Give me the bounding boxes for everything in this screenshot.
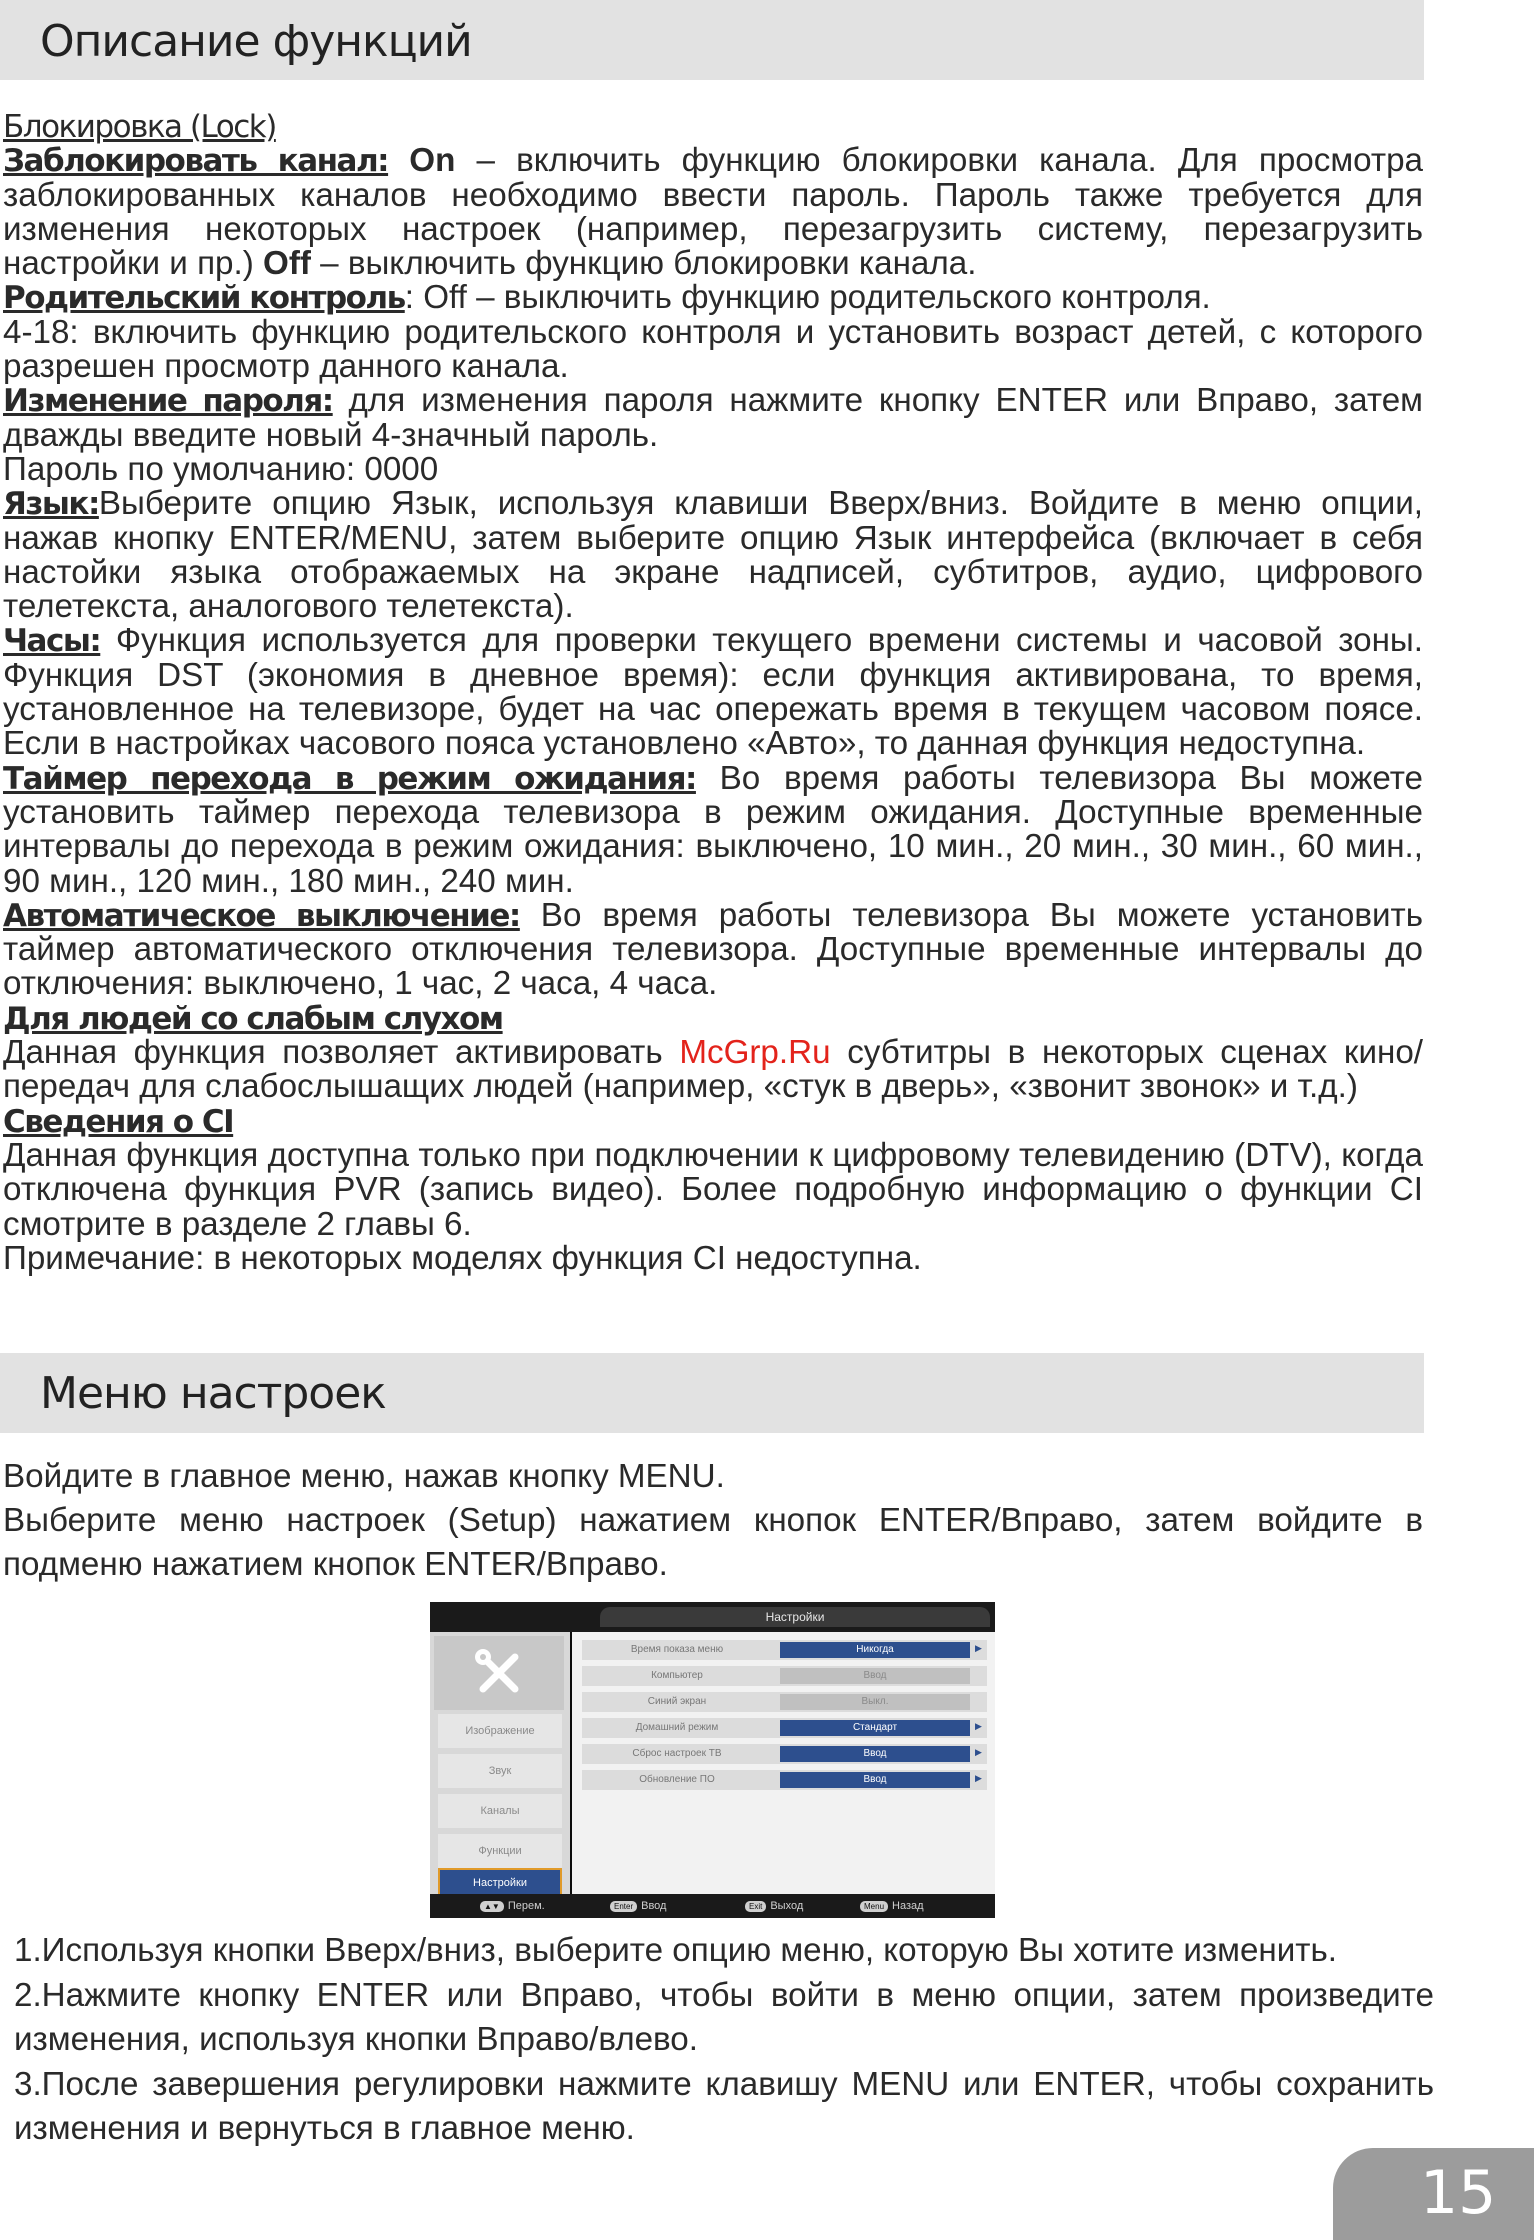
section-heading-settings: Меню настроек [0, 1353, 1424, 1433]
parental-age-paragraph: 4-18: включить функцию родительского контроля и установить возраст детей, с которого разрешен просмотр данного канала. [3, 313, 1423, 386]
menu-row-home-mode[interactable]: Домашний режим Стандарт ▶ [582, 1718, 987, 1738]
auto-off-paragraph: Автоматическое выключение: Во время работы телевизора Вы можете установить таймер автоматического отключения телевизора. Доступные временные интервалы до отключения: выключено, 1 час, 2 часа, 4 часа. [3, 896, 1423, 1003]
arrow-right-icon: ▶ [975, 1643, 982, 1653]
tv-settings-menu-screenshot [430, 1602, 995, 1918]
watermark: McGrp.Ru [679, 1034, 831, 1072]
hint-exit: Exit Выход [745, 1894, 803, 1918]
side-item-sound[interactable]: Звук [438, 1754, 562, 1788]
intro-line-2: Выберите меню настроек (Setup) нажатием кнопок ENTER/Вправо, затем войдите в подменю нажатием кнопок ENTER/Вправо. [3, 1502, 1423, 1583]
menu-row-blue-screen[interactable]: Синий экран Выкл. [582, 1692, 987, 1712]
hint-enter: Enter Ввод [610, 1894, 666, 1918]
page-number: 15 [1420, 2158, 1497, 2228]
menu-row-computer[interactable]: Компьютер Ввод [582, 1666, 987, 1686]
sleep-timer-paragraph: Таймер перехода в режим ожидания: Во время работы телевизора Вы можете установить таймер перехода телевизора в режим ожидания. Доступные временные интервалы до перехода в режим ожидания: выключено, 10 мин., 20 мин., 30 мин., 60 мин., 90 мин., 120 мин., 180 мин., 240 мин. [3, 759, 1423, 900]
side-item-picture[interactable]: Изображение [438, 1714, 562, 1748]
menu-row-menu-timeout[interactable]: Время показа меню Никогда ▶ [582, 1640, 987, 1660]
hearing-paragraph: Данная функция позволяет активировать McGrp.Ru субтитры в некоторых сценах кино/передач для слабослышащих людей (например, «стук в дверь», «звонит звонок» и т.д.) [3, 1034, 1423, 1106]
functions-description [3, 110, 1423, 1276]
menu-title: Настройки [600, 1607, 990, 1627]
lock-title: Блокировка (Lock) [3, 109, 276, 145]
side-item-channels[interactable]: Каналы [438, 1794, 562, 1828]
ci-title: Сведения о CI [3, 1103, 234, 1140]
ci-note: Примечание: в некоторых моделях функция CI недоступна. [3, 1239, 922, 1277]
steps-list [14, 1929, 1434, 2152]
section-heading-functions: Описание функций [0, 0, 1424, 80]
side-item-functions[interactable]: Функции [438, 1834, 562, 1868]
parental-paragraph: Родительский контроль: Off – выключить функцию родительского контроля. [3, 279, 1211, 317]
ci-paragraph: Данная функция доступна только при подключении к цифровому телевидению (DTV), когда отключена функция PVR (запись видео). Более подробную информацию о функции CI смотрите в разделе 2 главы 6. [3, 1136, 1423, 1243]
settings-intro [3, 1455, 1423, 1587]
clock-paragraph: Часы: Функция используется для проверки текущего времени системы и часовой зоны. Функция DST (экономия в дневное время): если функция активирована, то время, установленное на телевизоре, будет на час опережать время в текущем часовом поясе. Если в настройках часового пояса установлено «Авто», то данная функция недоступна. [3, 622, 1423, 763]
default-password: Пароль по умолчанию: 0000 [3, 450, 439, 488]
menu-row-software-update[interactable]: Обновление ПО Ввод ▶ [582, 1770, 987, 1790]
arrow-right-icon: ▶ [975, 1721, 982, 1731]
lock-channel-paragraph: Заблокировать канал: On – включить функцию блокировки канала. Для просмотра заблокированных каналов необходимо ввести пароль. Пароль также требуется для изменения некоторых настроек (например, перезагрузить систему, перезагрузить настройки и пр.) Off – выключить функцию блокировки канала. [3, 142, 1423, 283]
side-item-settings[interactable]: Настройки [438, 1868, 562, 1898]
arrow-right-icon: ▶ [975, 1747, 982, 1757]
step-2: 2.Нажмите кнопку ENTER или Вправо, чтобы войти в меню опции, затем произведите изменения, используя кнопки Вправо/влево. [14, 1976, 1434, 2058]
menu-row-reset-tv[interactable]: Сброс настроек ТВ Ввод ▶ [582, 1744, 987, 1764]
menu-hint-bar [430, 1894, 995, 1918]
step-3: 3.После завершения регулировки нажмите клавишу MENU или ENTER, чтобы сохранить изменения и вернуться в главное меню. [14, 2065, 1434, 2147]
password-paragraph: Изменение пароля: для изменения пароля нажмите кнопку ENTER или Вправо, затем дважды введите новый 4-значный пароль. [3, 382, 1423, 454]
arrow-right-icon: ▶ [975, 1773, 982, 1783]
hint-back: Menu Назад [860, 1894, 924, 1918]
tools-icon [434, 1636, 564, 1710]
step-1: 1.Используя кнопки Вверх/вниз, выберите опцию меню, которую Вы хотите изменить. [14, 1932, 1337, 1969]
hearing-title: Для людей со слабым слухом [3, 1000, 503, 1037]
language-paragraph: Язык:Выберите опцию Язык, используя клавиши Вверх/вниз. Войдите в меню опции, нажав кнопку ENTER/MENU, затем выберите опцию Язык интерфейса (включает в себя настойки языка отображаемых на экране надписей, субтитров, аудио, цифрового телетекста, аналогового телетекста). [3, 485, 1423, 626]
intro-line-1: Войдите в главное меню, нажав кнопку MENU. [3, 1458, 725, 1495]
hint-move: ▲▼ Перем. [480, 1894, 545, 1918]
